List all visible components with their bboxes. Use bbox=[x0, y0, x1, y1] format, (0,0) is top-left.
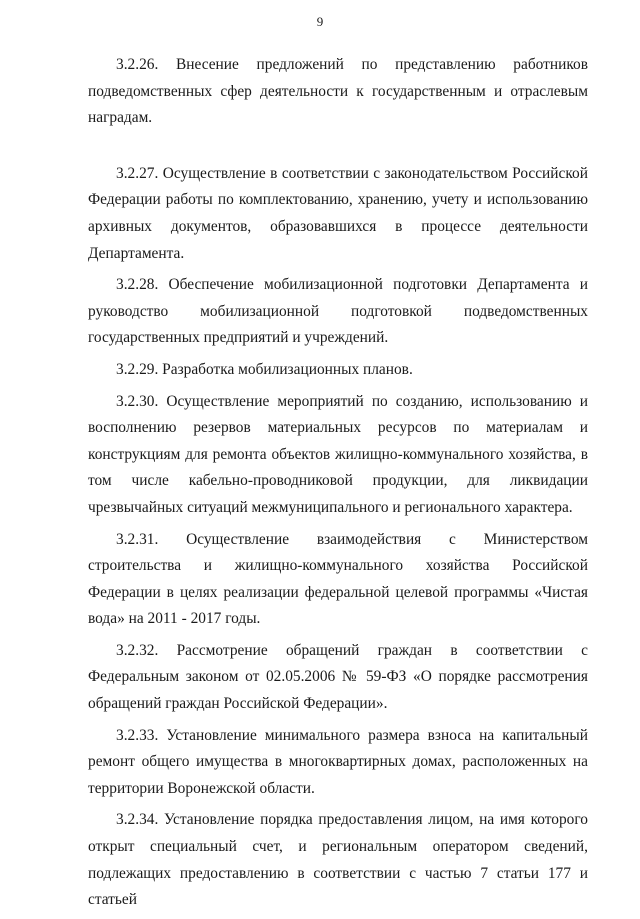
paragraph-3-2-30: 3.2.30. Осуществление мероприятий по созданию, использованию и восполнению резервов материальных ресурсов по материалам и конструкциям для ремонта объектов жилищно-коммунального хозяйства, в том числе кабельно-проводниковой продукции, для ликвидации чрезвычайных ситуаций межмуниципального и регионального характера. bbox=[88, 392, 588, 516]
page-number: 9 bbox=[316, 14, 324, 29]
paragraph-3-2-26: 3.2.26. Внесение предложений по представлению работников подведомственных сфер деятельности к государственным и отраслевым наградам. bbox=[88, 56, 588, 127]
paragraph-3-2-33: 3.2.33. Установление минимального размера взноса на капитальный ремонт общего имущества в многоквартирных домах, расположенных на территории Воронежской области. bbox=[88, 726, 588, 797]
paragraph-3-2-27: 3.2.27. Осуществление в соответствии с законодательством Российской Федерации работы по комплектованию, хранению, учету и использованию архивных документов, образовавшихся в процессе деятельности Департамента. bbox=[88, 164, 588, 262]
paragraph-3-2-31: 3.2.31. Осуществление взаимодействия с Министерством строительства и жилищно-коммунального хозяйства Российской Федерации в целях реализации федеральной целевой программы «Чистая вода» на 2011 - 2017 годы. bbox=[88, 530, 588, 628]
paragraph-3-2-34: 3.2.34. Установление порядка предоставления лицом, на имя которого открыт специальный счет, и региональным оператором сведений, подлежащих предоставлению в соответствии с частью 7 статьи 177 и статьей bbox=[88, 811, 588, 909]
paragraph-3-2-32: 3.2.32. Рассмотрение обращений граждан в соответствии с Федеральным законом от 02.05.2006 № 59-ФЗ «О порядке рассмотрения обращений граждан Российской Федерации». bbox=[88, 641, 588, 713]
paragraph-3-2-29: 3.2.29. Разработка мобилизационных планов. bbox=[116, 360, 413, 378]
paragraph-3-2-28: 3.2.28. Обеспечение мобилизационной подготовки Департамента и руководство мобилизационной подготовкой подведомственных государственных предприятий и учреждений. bbox=[88, 276, 588, 347]
document-body bbox=[88, 52, 588, 919]
